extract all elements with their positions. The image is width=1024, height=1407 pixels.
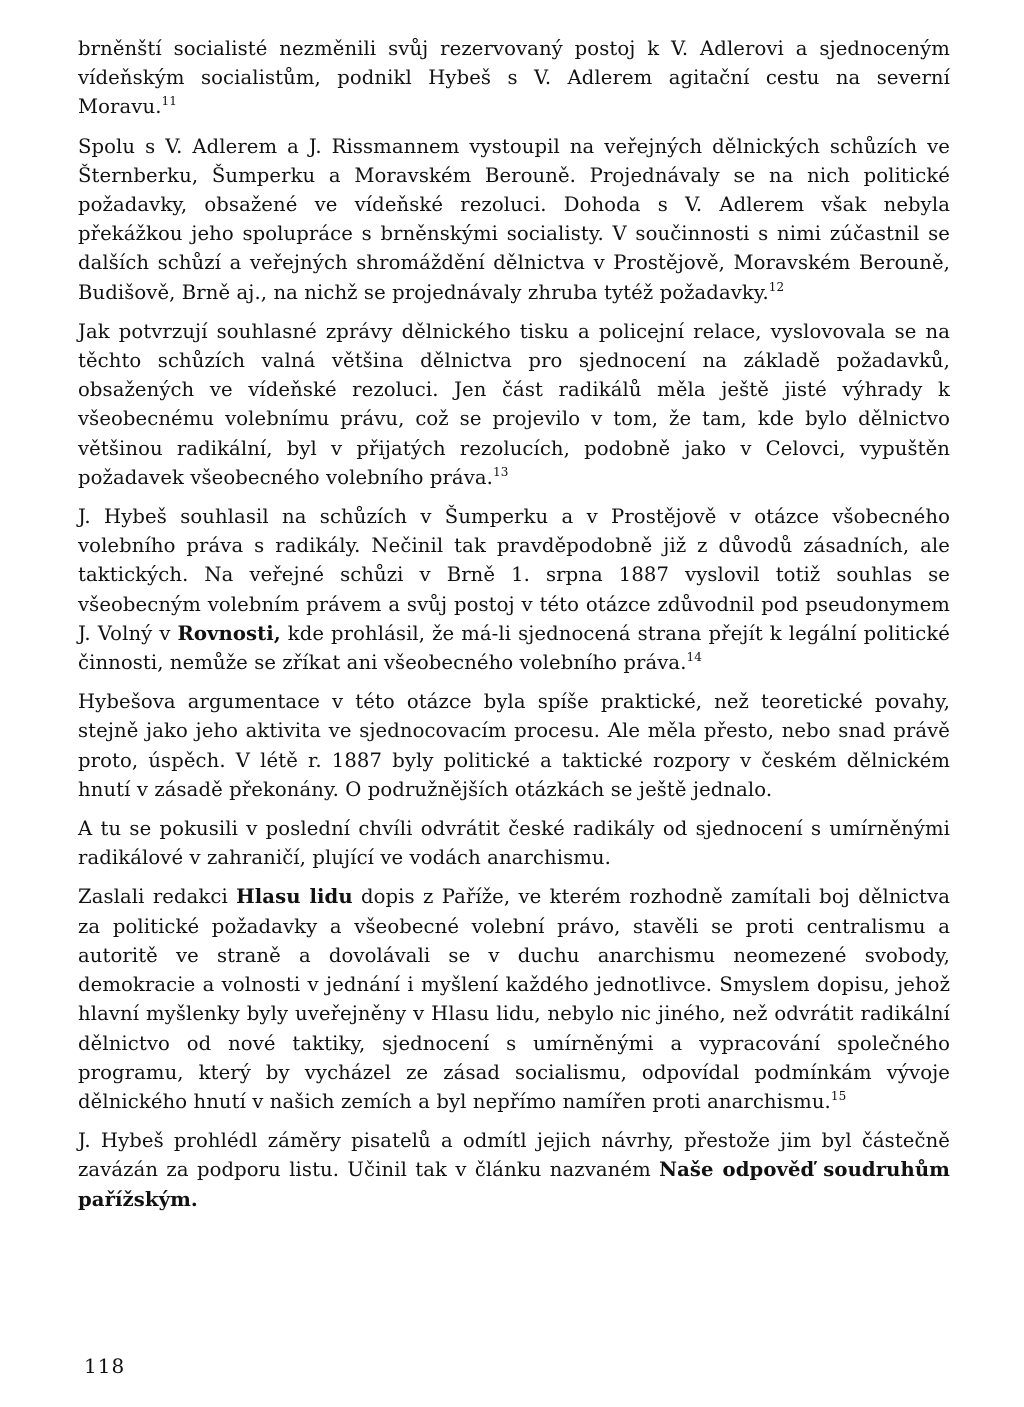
page-number: 118	[84, 1354, 126, 1378]
paragraph-2-text: Spolu s V. Adlerem a J. Rissmannem vystoupil na veřejných dělnických schůzích ve Šternberku, Šumperku a Moravském Berouně. Projednávaly se na nich politické požadavky, obsažené ve vídeňské rezoluci. Dohoda s V. Adlerem však nebyla překážkou jeho spolupráce s brněnskými socialisty. V součinnosti s nimi zúčastnil se dalších schůzí a veřejných shromáždění dělnictva v Prostějově, Moravském Berouně, Budišově, Brně aj., na nichž se projednávaly zhruba tytéž požadavky.	[78, 134, 950, 304]
paragraph-8	[78, 1126, 950, 1214]
paragraph-3	[78, 317, 950, 492]
paragraph-5-text: Hybešova argumentace v této otázce byla spíše praktické, než teoretické povahy, stejně jako jeho aktivita ve sjednocovacím procesu. Ale měla přesto, nebo snad právě proto, úspěch. V létě r. 1887 byly politické a taktické rozpory v českém dělnickém hnutí v zásadě překonány. O podružnějších otázkách se ještě jednalo.	[78, 690, 950, 801]
paragraph-1	[78, 34, 950, 122]
paragraph-5	[78, 687, 950, 804]
footnote-ref-15: 15	[830, 1088, 847, 1103]
article-title: Naše odpověď soudruhům pařížským.	[78, 1158, 951, 1211]
newspaper-title-hlas-lidu: Hlasu lidu	[236, 885, 353, 909]
footnote-ref-13: 13	[493, 464, 509, 479]
footnote-ref-11: 11	[161, 94, 178, 109]
paragraph-6	[78, 814, 950, 872]
paragraph-2	[78, 132, 950, 307]
paragraph-4-text-after: kde prohlásil, že má-li sjednocená strana přejít k legální politické činnosti, nemůže se zříkat ani všeobecného volebního práva.	[78, 621, 950, 675]
paragraph-4	[78, 502, 950, 677]
paragraph-1-text: brněnští socialisté nezměnili svůj rezervovaný postoj k V. Adlerovi a sjednoceným vídeňským socialistům, podnikl Hybeš s V. Adlerem agitační cestu na severní Moravu.	[78, 37, 950, 119]
footnote-ref-12: 12	[768, 279, 785, 294]
paragraph-7-text-before: Zaslali redakci	[78, 885, 237, 909]
paragraph-3-text: Jak potvrzují souhlasné zprávy dělnického tisku a policejní relace, vyslovovala se na těchto schůzích valná většina dělnictva pro sjednocení na základě požadavků, obsažených ve vídeňské rezoluci. Jen část radikálů měla ještě jisté výhrady k všeobecnému volebnímu právu, což se projevilo v tom, že tam, kde bylo dělnictvo většinou radikální, byl v přijatých rezolucích, podobně jako v Celovci, vypuštěn požadavek všeobecného volebního práva.	[78, 319, 950, 489]
paragraph-8-text: J. Hybeš prohlédl záměry pisatelů a odmítl jejich návrhy, přestože jim byl částečně zavázán za podporu listu. Učinil tak v článku nazvaném	[78, 1129, 950, 1182]
footnote-ref-14: 14	[686, 650, 703, 665]
paragraph-4-text-before: J. Hybeš souhlasil na schůzích v Šumperku a v Prostějově v otázce všobecného volebního práva s radikály. Nečinil tak pravděpodobně již z důvodů zásadních, ale taktických. Na veřejné schůzi v Brně 1. srpna 1887 vyslovil totiž souhlas se všeobecným volebním právem a svůj postoj v této otázce zdůvodnil pod pseudonymem J. Volný v	[78, 505, 950, 645]
body-text	[78, 34, 950, 1224]
paragraph-7-text-after: dopis z Paříže, ve kterém rozhodně zamítali boj dělnictva za politické požadavky a všeobecné volební právo, stavěli se proti centralismu a autoritě ve straně a dovolávali se v duchu anarchismu neomezené svobody, demokracie a volnosti v jednání i myšlení každého jednotlivce. Smyslem dopisu, jehož hlavní myšlenky byly uveřejněny v Hlasu lidu, nebylo nic jiného, než odvrátit radikální dělnictvo od nové taktiky, sjednocení s umírněnými a vypracování společného programu, který by vycházel ze zásad socialismu, odpovídal podmínkám vývoje dělnického hnutí v našich zemích a byl nepřímo namířen proti anarchismu.	[78, 885, 950, 1113]
paragraph-7	[78, 882, 950, 1116]
paragraph-6-text: A tu se pokusili v poslední chvíli odvrátit české radikály od sjednocení s umírněnými radikálové v zahraničí, plující ve vodách anarchismu.	[78, 817, 950, 870]
newspaper-title-rovnost: Rovnosti,	[177, 621, 281, 645]
